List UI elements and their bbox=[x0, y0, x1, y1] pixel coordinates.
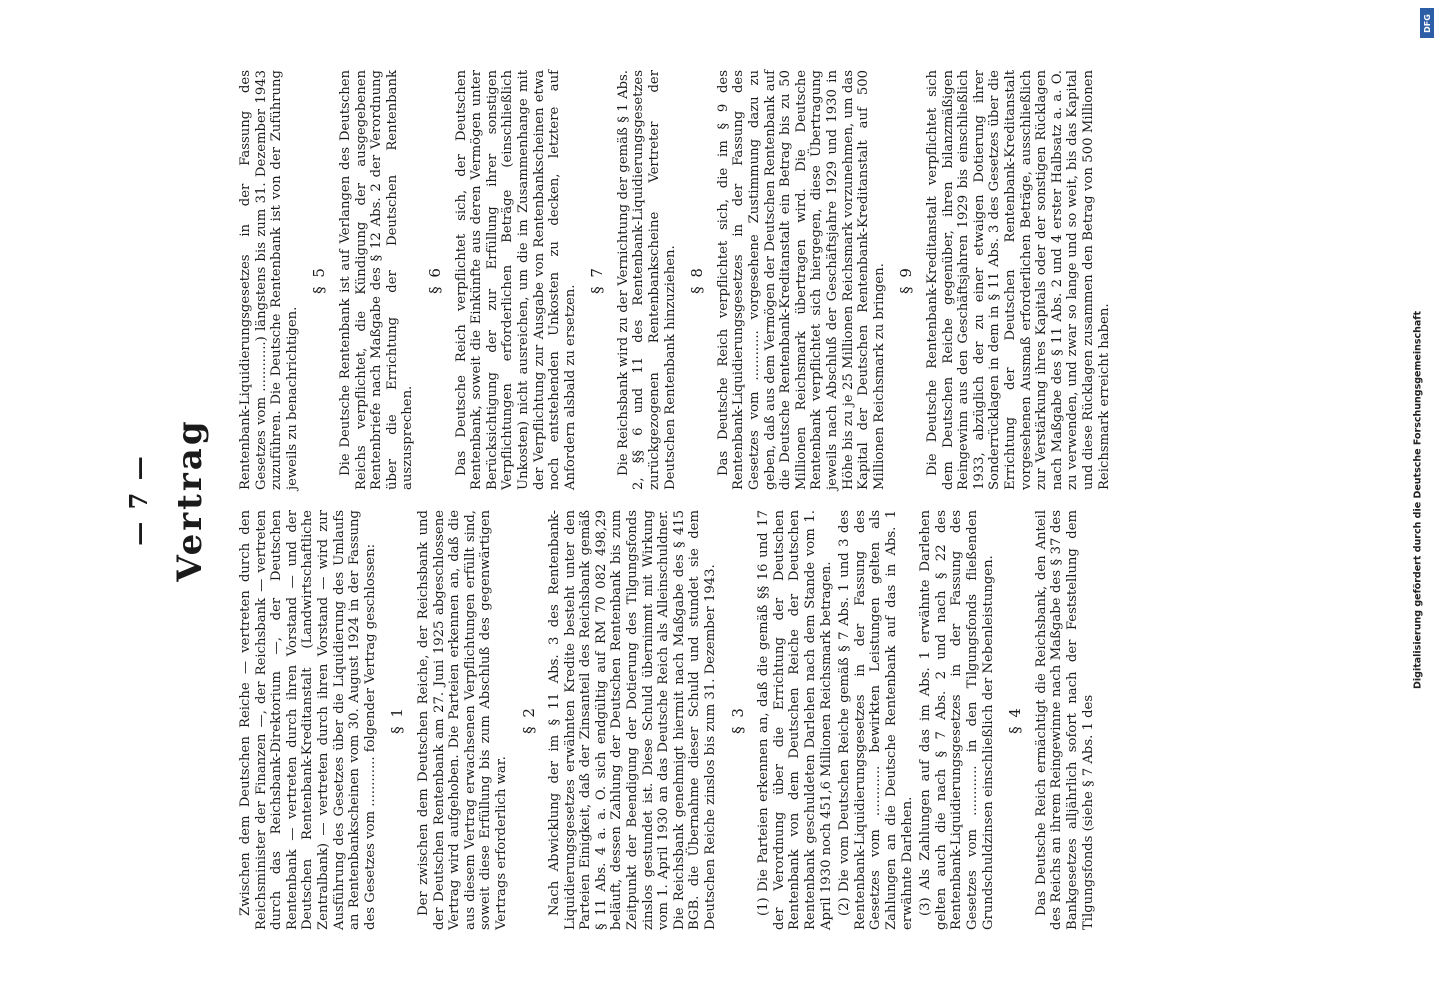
paragraph: Rentenbank-Liquidierungsgesetzes in der Fassung des Gesetzes vom ............) längstens bis zum 31. Dezember 1943 zuzuführen. Die Deutsche Rentenbank ist von der Zuführung jeweils zu benachrichtigen. bbox=[238, 70, 300, 490]
paragraph: Der zwischen dem Deutschen Reiche, der Reichsbank und der Deutschen Rentenbank am 27. Juni 1925 abgeschlossene Vertrag wird aufgehoben. Die Parteien erkennen an, daß die aus diesem Vertrag erwachsenen Verpflichtungen erfüllt sind, soweit diese Erfüllung bis zum Abschluß des gegenwärtigen Vertrags erforderlich war. bbox=[415, 510, 509, 930]
left-column bbox=[238, 510, 1099, 930]
section-heading: § 4 bbox=[1006, 706, 1025, 734]
section-heading: § 7 bbox=[588, 266, 607, 294]
dfg-logo bbox=[1420, 8, 1434, 38]
page-number: — 7 — bbox=[124, 454, 153, 546]
section-heading: § 3 bbox=[728, 706, 747, 734]
section-heading: § 2 bbox=[519, 706, 538, 734]
paragraph: Die Deutsche Rentenbank-Kreditanstalt verpflichtet sich dem Deutschen Reiche gegenüber, ihren bilanzmäßigen Reingewinn aus den Geschäftsjahren 1929 bis einschließlich 1933, abzüglich der zu einer etwaigen Dotierung ihrer Sonderrücklagen in dem in § 11 Abs. 3 des Gesetzes über die Errichtung der Deutschen Rentenbank-Kreditanstalt vorgesehenen Ausmaß erforderlichen Beträge, ausschließlich zur Verstärkung ihres Kapitals oder der sonstigen Rücklagen nach Maßgabe des § 11 Abs. 2 und 4 erster Halbsatz a. a. O. zu verwenden, und zwar so lange und so weit, bis das Kapital und diese Rücklagen zusammen den Betrag von 500 Millionen Reichsmark erreicht haben. bbox=[924, 70, 1112, 490]
document-title: Vertrag bbox=[170, 418, 210, 582]
paragraph: (3) Als Zahlungen auf das im Abs. 1 erwähnte Darlehen gelten auch die nach § 7 Abs. 2 und nach § 22 des Rentenbank-Liquidierungsgesetzes in der Fassung des Gesetzes vom ............ in den Tilgungsfonds fließenden Grundschuldzinsen einschließlich der Nebenleistungen. bbox=[918, 510, 996, 930]
right-column bbox=[238, 70, 1115, 490]
digitization-note: Digitalisierung gefördert durch die Deutsche Forschungsgemeinschaft bbox=[1412, 311, 1424, 689]
section-heading: § 6 bbox=[425, 266, 444, 294]
page-header bbox=[120, 20, 230, 980]
paragraph: Zwischen dem Deutschen Reiche — vertreten durch den Reichsminister der Finanzen —, der Reichsbank — vertreten durch das Reichsbank-Direktorium —, der Deutschen Rentenbank — vertreten durch ihren Vorstand — und der Deutschen Rentenbank-Kreditanstalt (Landwirtschaftliche Zentralbank) — vertreten durch ihren Vorstand — wird zur Ausführung des Gesetzes über die Liquidierung des Umlaufs an Rentenbankscheinen vom 30. August 1924 in der Fassung des Gesetzes vom ............ folgender Vertrag geschlossen: bbox=[238, 510, 378, 930]
section-heading: § 8 bbox=[688, 266, 707, 294]
dfg-logo-text: DFG bbox=[1422, 13, 1432, 33]
paragraph: Die Deutsche Rentenbank ist auf Verlangen des Deutschen Reichs verpflichtet, die Kündigung der ausgegebenen Rentenbriefe nach Maßgabe des § 12 Abs. 2 der Verordnung über die Errichtung der Deutschen Rentenbank auszusprechen. bbox=[337, 70, 416, 490]
paragraph: Das Deutsche Reich ermächtigt die Reichsbank, den Anteil des Reichs an ihrem Reingewinne nach Maßgabe des § 37 des Bankgesetzes alljährlich sofort nach der Feststellung dem Tilgungsfonds (siehe § 7 Abs. 1 des bbox=[1033, 510, 1096, 930]
paragraph: (2) Die vom Deutschen Reiche gemäß § 7 Abs. 1 und 3 des Rentenbank-Liquidierungsgesetzes in der Fassung des Gesetzes vom ............ bewirkten Leistungen gelten als Zahlungen an die Deutsche Rentenbank auf das in Abs. 1 erwähnte Darlehen. bbox=[837, 510, 915, 930]
paragraph: Die Reichsbank wird zu der Vernichtung der gemäß § 1 Abs. 2, §§ 6 und 11 des Rentenbank-Liquidierungsgesetzes zurückgezogenen Rentenbankscheine Vertreter der Deutschen Rentenbank hinzuziehen. bbox=[615, 70, 678, 490]
paragraph: Nach Abwicklung der im § 11 Abs. 3 des Rentenbank-Liquidierungsgesetzes erwähnten Kredite besteht unter den Parteien Einigkeit, daß der Zinsanteil des Reichsbank gemäß § 11 Abs. 4 a. a. O. sich endgültig auf RM 70 082 498,29 beläuft, dessen Zahlung der Deutschen Rentenbank bis zum Zeitpunkt der Beendigung der Dotierung des Tilgungsfonds zinslos gestundet ist. Diese Schuld übernimmt mit Wirkung vom 1. April 1930 an das Deutsche Reich als Alleinschuldner. Die Reichsbank genehmigt hiermit nach Maßgabe des § 415 BGB. die Übernahme dieser Schuld und stundet sie dem Deutschen Reiche zinslos bis zum 31. Dezember 1943. bbox=[547, 510, 719, 930]
section-heading: § 1 bbox=[388, 706, 407, 734]
section-heading: § 9 bbox=[897, 266, 916, 294]
paragraph: (1) Die Parteien erkennen an, daß die gemäß §§ 16 und 17 der Verordnung über die Errichtung der Deutschen Rentenbank von dem Deutschen Reiche der Deutschen Rentenbank geschuldeten Darlehen nach dem Stande vom 1. April 1930 noch 451,6 Millionen Reichsmark betragen. bbox=[756, 510, 834, 930]
paragraph: Das Deutsche Reich verpflichtet sich, der Deutschen Rentenbank, soweit die Einkünfte aus deren Vermögen unter Berücksichtigung der zur Erfüllung ihrer sonstigen Verpflichtungen erforderlichen Beträge (einschließlich Unkosten) nicht ausreichen, um die im Zusammenhange mit der Verpflichtung zur Ausgabe von Rentenbankscheinen etwa noch entstehenden Unkosten zu decken, letztere auf Anfordern alsbald zu ersetzen. bbox=[453, 70, 578, 490]
rotated-document bbox=[120, 20, 1280, 980]
paragraph: Das Deutsche Reich verpflichtet sich, die im § 9 des Rentenbank-Liquidierungsgesetzes in der Fassung des Gesetzes vom ............ vorgesehene Zustimmung dazu zu geben, daß aus dem Vermögen der Deutschen Rentenbank auf die Deutsche Rentenbank-Kreditanstalt ein Betrag bis zu 50 Millionen Reichsmark übertragen wird. Die Deutsche Rentenbank verpflichtet sich hiergegen, diese Übertragung jeweils nach Abschluß der Geschäftsjahre 1929 und 1930 in Höhe bis zu je 25 Millionen Reichsmark vorzunehmen, um das Kapital der Deutschen Rentenbank-Kreditanstalt auf 500 Millionen Reichsmark zu bringen. bbox=[715, 70, 887, 490]
section-heading: § 5 bbox=[310, 266, 329, 294]
